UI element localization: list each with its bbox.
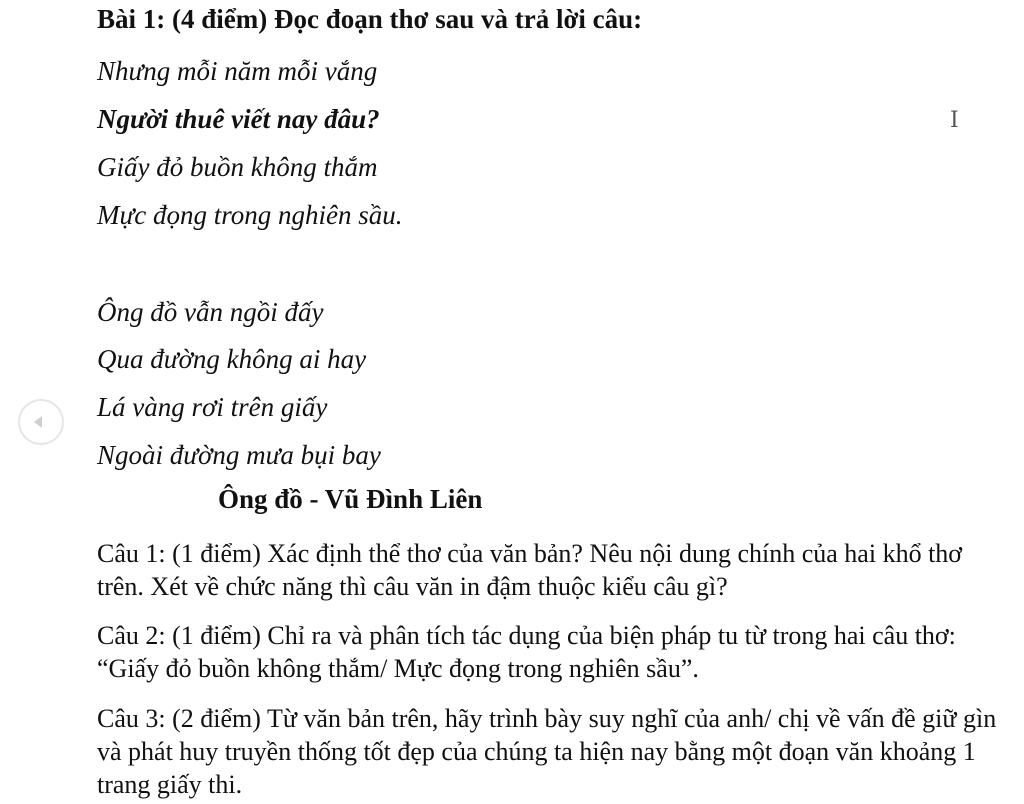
question-2: Câu 2: (1 điểm) Chỉ ra và phân tích tác dụng của biện pháp tu từ trong hai câu thơ: “Giấy đỏ buồn không thắm/ Mực đọng trong nghiên sầu”. bbox=[97, 621, 956, 683]
chevron-left-icon bbox=[34, 416, 42, 428]
poem-title: Ông đồ - Vũ Đình Liên bbox=[218, 484, 483, 514]
poem-line: Mực đọng trong nghiên sầu. bbox=[97, 200, 403, 230]
poem-line: Qua đường không ai hay bbox=[97, 344, 367, 374]
poem-line: Giấy đỏ buồn không thắm bbox=[97, 152, 378, 182]
poem-line: Nhưng mỗi năm mỗi vắng bbox=[97, 56, 378, 86]
poem-line: Lá vàng rơi trên giấy bbox=[97, 392, 328, 422]
previous-page-button[interactable] bbox=[18, 399, 64, 445]
text-cursor-icon: I bbox=[950, 108, 959, 133]
exercise-heading: Bài 1: (4 điểm) Đọc đoạn thơ sau và trả lời câu: bbox=[97, 4, 643, 34]
poem-line: Ông đồ vẫn ngồi đấy bbox=[97, 297, 324, 327]
poem-line-bold: Người thuê viết nay đâu? bbox=[97, 104, 380, 134]
question-3: Câu 3: (2 điểm) Từ văn bản trên, hãy trình bày suy nghĩ của anh/ chị về vấn đề giữ gìn và phát huy truyền thống tốt đẹp của chúng ta hiện nay bằng một đoạn văn khoảng 1 trang giấy thi. bbox=[97, 704, 997, 799]
question-1: Câu 1: (1 điểm) Xác định thể thơ của văn bản? Nêu nội dung chính của hai khổ thơ trên. Xét về chức năng thì câu văn in đậm thuộc kiểu câu gì? bbox=[97, 539, 963, 601]
poem-line: Ngoài đường mưa bụi bay bbox=[97, 440, 381, 470]
